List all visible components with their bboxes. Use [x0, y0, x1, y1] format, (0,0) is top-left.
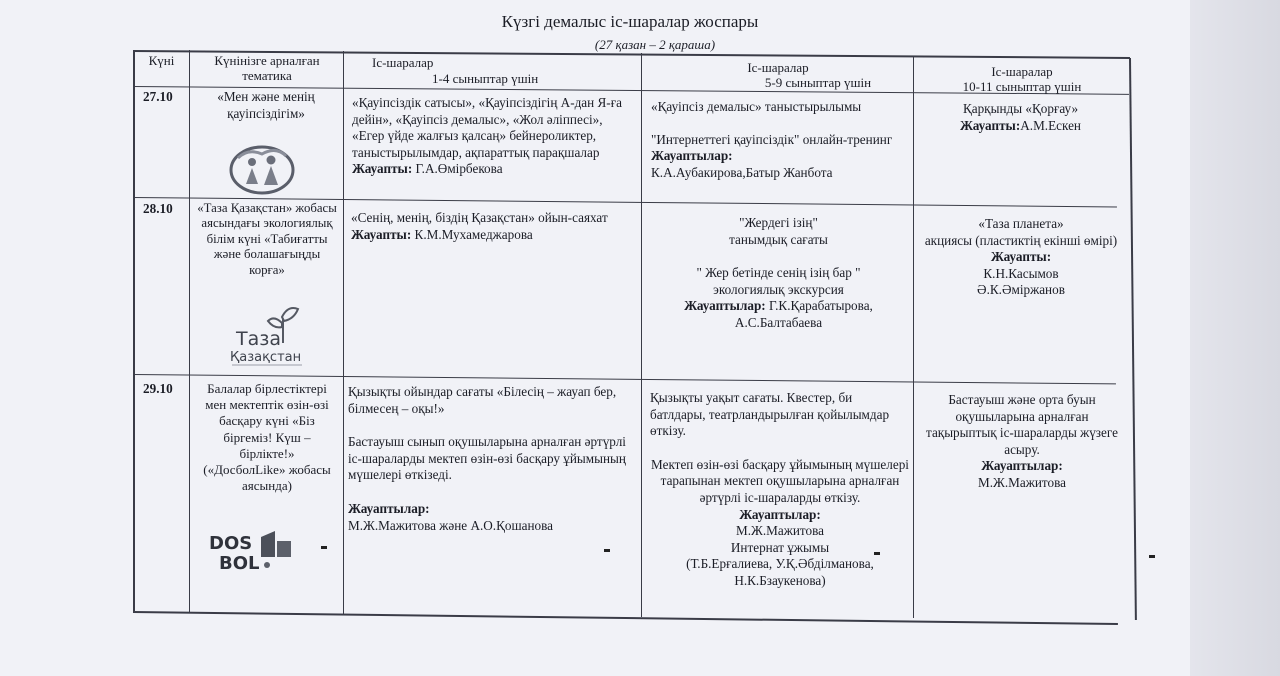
- header-grades-10-11-sub: 10-11 сыныптар үшін: [962, 79, 1082, 94]
- responsible-label: Жауапты:: [352, 161, 413, 177]
- responsible-label: Жауаптылар:: [684, 298, 766, 314]
- logo-text-dos: DOS: [209, 533, 253, 554]
- activity-text: «Таза планета»: [978, 216, 1064, 231]
- responsible-label: Жауапты:: [351, 226, 412, 242]
- table-col-divider: [641, 53, 642, 617]
- activity-text: "Жердегі ізің": [739, 215, 818, 230]
- row-date: 27.10: [143, 89, 173, 104]
- activity-text: Қарқынды «Қорғау»: [962, 101, 1079, 116]
- activity-text: Мектеп өзін-өзі басқару ұйымының мүшелері тарапынан мектеп оқушыларына арналған әртүрлі іс-шараларды өткізу.: [651, 456, 909, 505]
- activity-text: Қызықты уақыт сағаты. Квестер, би батлдары, театрландырылған қойылымдар өткізу.: [650, 390, 890, 439]
- activity-text: "Интернеттегі қауіпсіздік" онлайн-тренинг: [651, 131, 893, 147]
- row-theme: «Таза Қазақстан» жобасы аясындағы экологиялық білім күні «Табиғатты және болашағыңды корға»: [197, 201, 337, 277]
- activity-text: «Қауіпсіздік сатысы», «Қауіпсіздігің А-дан Я-ға дейін», «Қауіпсіз демалыс», «Жол әліппесі», «Егер үйде жалғыз қалсаң» бейнероликтер, таныстырылымдар, ақпараттық парақшалар: [352, 95, 622, 160]
- header-grades-10-11-title: Іс-шаралар: [991, 64, 1053, 79]
- responsible-names: Ә.К.Әміржанов: [977, 282, 1065, 298]
- row-grades-5-9: [650, 390, 910, 590]
- responsible-label: Жауапты:: [990, 249, 1052, 265]
- row-date: 28.10: [143, 201, 173, 216]
- taza-kazakhstan-logo: [222, 303, 312, 369]
- logo-text-bol: BOL: [219, 553, 260, 574]
- row-grades-1-4: [351, 210, 635, 243]
- table-col-divider: [913, 56, 914, 618]
- pen-mark: [321, 546, 327, 549]
- table-col-divider: [189, 50, 190, 612]
- header-grades-5-9-sub: 5-9 сыныптар үшін: [764, 75, 872, 90]
- responsible-label: Жауаптылар:: [739, 506, 821, 522]
- responsible-names: Г.А.Өмірбекова: [412, 161, 503, 177]
- responsible-label: Жауаптылар:: [981, 458, 1063, 474]
- responsible-names: К.Н.Касымов: [983, 265, 1059, 281]
- row-grades-5-9: [646, 215, 911, 332]
- responsible-label: Жауаптылар:: [348, 500, 430, 516]
- safety-logo: [228, 140, 296, 196]
- activity-text: экологиялық экскурсия: [713, 281, 844, 297]
- activity-text: акциясы (пластиктің екінші өмірі): [924, 232, 1118, 248]
- row-theme: Балалар бірлестіктері мен мектептік өзін-өзі басқару күні «Біз біргеміз! Күш – бірлікте!» («ДосболLike» жобасы аясында): [203, 381, 331, 494]
- activity-text: Қызықты ойындар сағаты «Білесің – жауап бер, білмесең – оқы!»: [348, 384, 617, 416]
- logo-text-taza: Таза: [236, 328, 281, 350]
- responsible-names: А.С.Балтабаева: [734, 314, 823, 330]
- row-grades-10-11: [922, 392, 1122, 492]
- table-col-divider: [343, 51, 344, 614]
- activity-text: " Жер бетінде сенің ізің бар ": [696, 265, 861, 281]
- responsible-names: К.А.Аубакирова,Батыр Жанбота: [651, 164, 833, 180]
- row-date: 29.10: [143, 381, 173, 396]
- row-theme: «Мен және менің қауіпсіздігім»: [217, 89, 315, 121]
- activity-text: Бастауыш және орта буын оқушыларына арналған тақырыптық іс-шараларды жүзеге асыру.: [926, 392, 1118, 457]
- responsible-names: Г.К.Қарабатырова,: [765, 298, 873, 314]
- pen-mark: [874, 552, 880, 555]
- row-grades-10-11: [918, 101, 1123, 134]
- table-border-right: [1129, 58, 1136, 620]
- responsible-names: (Т.Б.Ерғалиева, У.Қ.Әбділманова, Н.К.Бзаукенова): [686, 556, 874, 588]
- row-grades-10-11: [918, 216, 1124, 299]
- responsible-names: М.Ж.Мажитова және А.О.Қошанова: [348, 517, 554, 533]
- header-grades-1-4-sub: 1-4 сыныптар үшін: [432, 71, 539, 86]
- activity-text: «Сенің, менің, біздің Қазақстан» ойын-саяхат: [351, 210, 608, 225]
- table-border-bottom: [133, 611, 1118, 625]
- responsible-names: К.М.Мухамеджарова: [411, 226, 533, 242]
- activity-text: танымдық сағаты: [729, 231, 828, 247]
- header-theme: Күнінізге арналған тематика: [214, 53, 320, 83]
- document-title: Күзгі демалыс іс-шаралар жоспары: [501, 12, 759, 31]
- document-subtitle: (27 қазан – 2 қараша): [594, 37, 716, 52]
- responsible-label: Жауаптылар:: [651, 148, 733, 164]
- responsible-label: Жауапты:: [960, 117, 1021, 133]
- header-day: Күні: [148, 53, 175, 68]
- row-grades-1-4: [348, 384, 638, 534]
- page-shadow: [1190, 0, 1280, 676]
- pen-mark: [1149, 555, 1155, 558]
- activity-text: Бастауыш сынып оқушыларына арналған әртүрлі іс-шараларды мектеп өзін-өзі басқару ұйымының мүшелері өткізеді.: [348, 434, 626, 483]
- dosbol-logo: [205, 527, 315, 577]
- header-grades-5-9-title: Іс-шаралар: [747, 60, 809, 75]
- responsible-names: А.М.Ескен: [1020, 117, 1081, 133]
- row-grades-5-9: [651, 99, 909, 181]
- logo-text-kazakhstan: Қазақстан: [230, 350, 302, 365]
- responsible-names: Интернат ұжымы: [730, 539, 830, 555]
- table-border-left: [133, 50, 135, 611]
- responsible-names: М.Ж.Мажитова: [736, 523, 824, 539]
- header-grades-1-4-title: Іс-шаралар: [372, 55, 434, 70]
- pen-mark: [604, 549, 610, 552]
- responsible-names: М.Ж.Мажитова: [978, 474, 1066, 490]
- row-grades-1-4: [352, 95, 634, 178]
- activity-text: «Қауіпсіз демалыс» таныстырылымы: [651, 99, 862, 114]
